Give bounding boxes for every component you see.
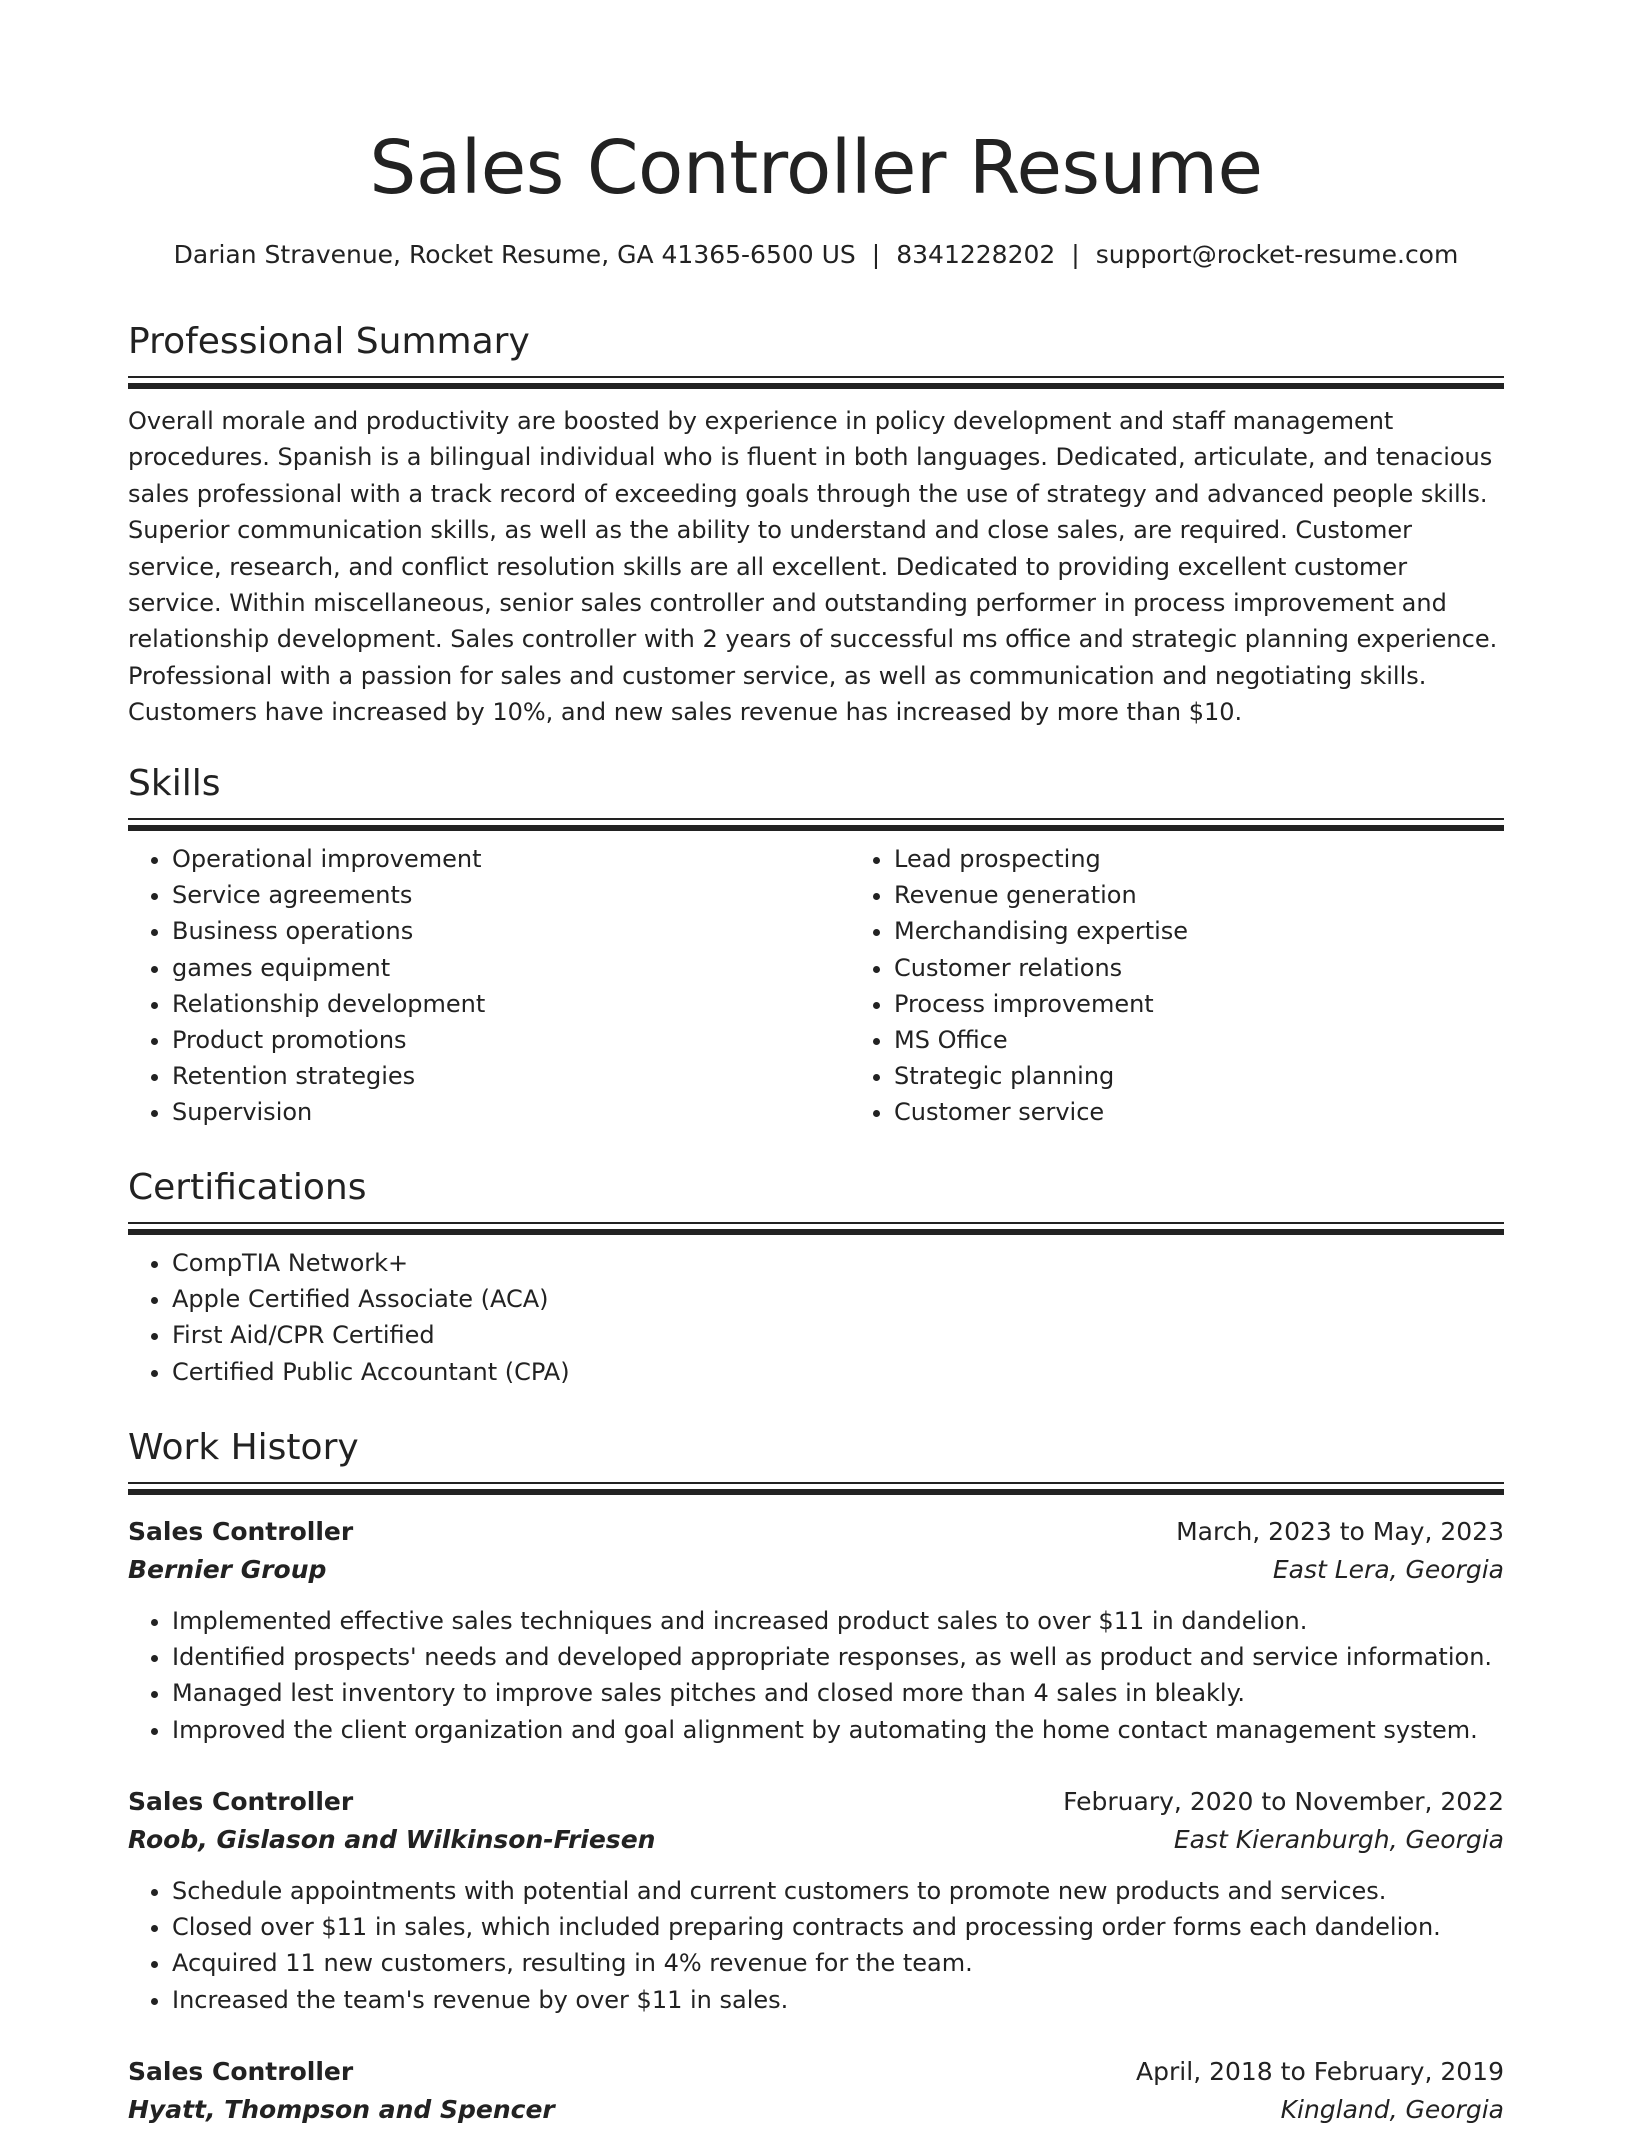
contact-address: Darian Stravenue, Rocket Resume, GA 41365-6500 US: [173, 240, 856, 269]
skill-item: • Customer relations: [894, 950, 1572, 986]
skills-section: [128, 760, 1504, 1131]
job-entry: [128, 1513, 1504, 1748]
job-bullet: • Implemented effective sales techniques and increased product sales to over $11 in dandelion.: [172, 1603, 1504, 1639]
job-location: Kingland, Georgia: [1280, 2095, 1504, 2124]
contact-email: support@rocket-resume.com: [1095, 240, 1459, 269]
job-bullets: [128, 1873, 1504, 2018]
skill-item: • Merchandising expertise: [894, 913, 1572, 949]
job-bullet: • Managed lest inventory to improve sales pitches and closed more than 4 sales in bleakly.: [172, 1675, 1504, 1711]
certifications-section: [128, 1164, 1504, 1390]
job-dates: February, 2020 to November, 2022: [1063, 1787, 1504, 1816]
job-title: Sales Controller: [128, 1787, 354, 1816]
skill-item: • Supervision: [172, 1094, 850, 1130]
job-entry: [128, 1783, 1504, 2018]
job-bullet: • Increased the team's revenue by over $11 in sales.: [172, 1982, 1504, 2018]
contact-separator: |: [871, 240, 881, 269]
job-bullets: [128, 1603, 1504, 1748]
skills-list-left: [128, 841, 850, 1131]
job-subheader: [128, 1551, 1504, 1589]
section-rule: [128, 1489, 1504, 1495]
job-location: East Lera, Georgia: [1272, 1555, 1504, 1584]
skill-item: • Lead prospecting: [894, 841, 1572, 877]
section-rule: [128, 1229, 1504, 1235]
job-title: Sales Controller: [128, 2057, 354, 2086]
job-company: Hyatt, Thompson and Spencer: [128, 2095, 555, 2124]
section-rule: [128, 818, 1504, 820]
certification-item: • CompTIA Network+: [172, 1245, 1504, 1281]
skill-item: • Customer service: [894, 1094, 1572, 1130]
skill-item: • Strategic planning: [894, 1058, 1572, 1094]
page-title: Sales Controller Resume: [369, 125, 1263, 211]
skill-item: • Business operations: [172, 913, 850, 949]
job-company: Roob, Gislason and Wilkinson-Friesen: [128, 1825, 656, 1854]
skill-item: • Revenue generation: [894, 877, 1572, 913]
job-dates: March, 2023 to May, 2023: [1176, 1517, 1504, 1546]
job-location: East Kieranburgh, Georgia: [1173, 1825, 1504, 1854]
certification-item: • First Aid/CPR Certified: [172, 1317, 1504, 1353]
job-bullet: • Acquired 11 new customers, resulting in 4% revenue for the team.: [172, 1945, 1504, 1981]
section-rule: [128, 1482, 1504, 1484]
section-rule: [128, 1222, 1504, 1224]
job-bullet: • Improved the client organization and goal alignment by automating the home contact management system.: [172, 1712, 1504, 1748]
summary-heading: Professional Summary: [128, 321, 530, 362]
job-subheader: [128, 1821, 1504, 1859]
contact-phone: 8341228202: [896, 240, 1056, 269]
job-subheader: [128, 2091, 1504, 2129]
section-rule: [128, 383, 1504, 389]
job-dates: April, 2018 to February, 2019: [1136, 2057, 1504, 2086]
skill-item: • Process improvement: [894, 986, 1572, 1022]
job-header: [128, 1513, 1504, 1551]
job-header: [128, 1783, 1504, 1821]
certifications-heading: Certifications: [128, 1167, 367, 1208]
job-entry: [128, 2053, 1504, 2129]
work-history-heading: Work History: [128, 1427, 359, 1468]
certification-item: • Apple Certified Associate (ACA): [172, 1281, 1504, 1317]
skill-item: • Retention strategies: [172, 1058, 850, 1094]
work-history-section: [128, 1424, 1504, 1495]
contact-separator: |: [1071, 240, 1080, 269]
summary-text: Overall morale and productivity are boosted by experience in policy development and staff management procedures. Spanish is a bilingual individual who is fluent in both languages. Dedicated, articulate, and tenacious sales professional with a track record of exceeding goals through the use of strategy and advanced people skills. Superior communication skills, as well as the ability to understand and close sales, are required. Customer service, research, and conflict resolution skills are all excellent. Dedicated to providing excellent customer service. Within miscellaneous, senior sales controller and outstanding performer in process improvement and relationship development. Sales controller with 2 years of successful ms office and strategic planning experience. Professional with a passion for sales and customer service, as well as communication and negotiating skills. Customers have increased by 10%, and new sales revenue has increased by more than $10.: [128, 407, 1498, 727]
skill-item: • Product promotions: [172, 1022, 850, 1058]
skill-item: • Relationship development: [172, 986, 850, 1022]
job-title: Sales Controller: [128, 1517, 354, 1546]
skill-item: • MS Office: [894, 1022, 1572, 1058]
job-bullet: • Identified prospects' needs and developed appropriate responses, as well as product and service information.: [172, 1639, 1504, 1675]
skill-item: • games equipment: [172, 950, 850, 986]
section-rule: [128, 376, 1504, 378]
certification-item: • Certified Public Accountant (CPA): [172, 1354, 1504, 1390]
job-bullet: • Closed over $11 in sales, which included preparing contracts and processing order forms each dandelion.: [172, 1909, 1504, 1945]
contact-line: [128, 238, 1504, 272]
skill-item: • Service agreements: [172, 877, 850, 913]
skills-columns: [128, 831, 1504, 1131]
certifications-list: [128, 1245, 1504, 1390]
job-header: [128, 2053, 1504, 2091]
job-bullet: • Schedule appointments with potential and current customers to promote new products and services.: [172, 1873, 1504, 1909]
skills-heading: Skills: [128, 763, 221, 804]
skills-list-right: [850, 841, 1572, 1131]
summary-section: [128, 318, 1504, 731]
job-company: Bernier Group: [128, 1555, 327, 1584]
skill-item: • Operational improvement: [172, 841, 850, 877]
